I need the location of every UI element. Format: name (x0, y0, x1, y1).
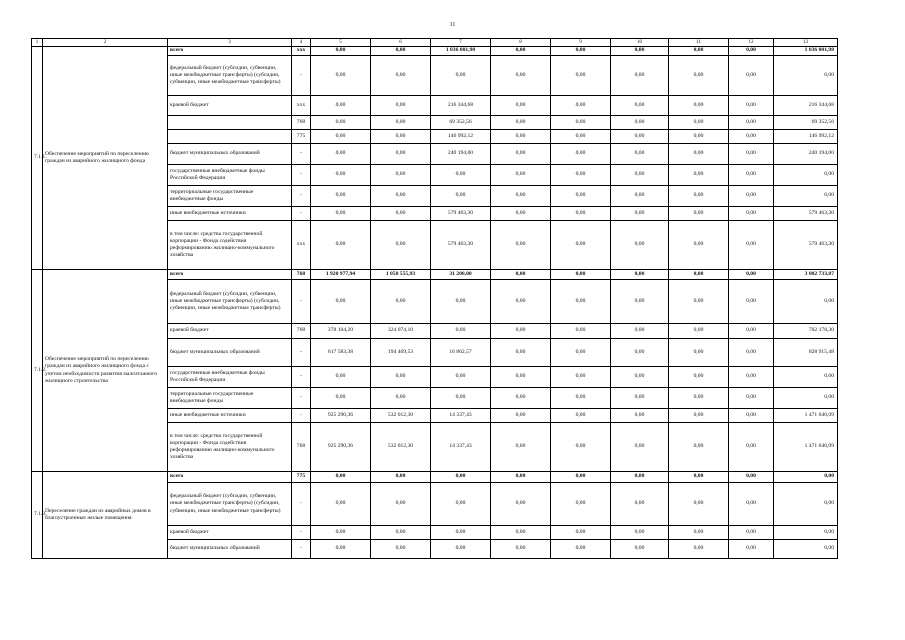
budget-code: - (292, 207, 311, 221)
budget-code: 768 (292, 116, 311, 130)
funding-source: краевой бюджет (168, 526, 292, 540)
year-value: 0,00 (669, 116, 729, 130)
year-value: 0,00 (611, 324, 669, 339)
year-value: 0,00 (371, 207, 431, 221)
year-value: 0,00 (551, 280, 611, 324)
funding-source: федеральный бюджет (субсидии, субвенции, иные межбюджетные трансферты) (субсидии, субвенции, иные межбюджетные трансферты) (168, 280, 292, 324)
year-value: 0,00 (551, 324, 611, 339)
budget-code: 775 (292, 130, 311, 144)
year-value: 0,00 (729, 540, 774, 559)
year-value: 0,00 (729, 130, 774, 144)
year-value: 0,00 (491, 270, 551, 280)
funding-source: иные внебюджетные источники (168, 409, 292, 423)
funding-source: территориальные государственные внебюджетные фонды (168, 186, 292, 207)
year-value: 0,00 (491, 47, 551, 56)
column-number: 5 (311, 39, 371, 47)
year-value: 0,00 (371, 540, 431, 559)
year-value: 0,00 (611, 540, 669, 559)
year-value: 0,00 (311, 165, 371, 186)
budget-code: 768 (292, 270, 311, 280)
year-value: 14 337,43 (431, 423, 491, 472)
year-value: 0,00 (371, 56, 431, 96)
year-value: 0,00 (669, 483, 729, 526)
budget-code: - (292, 186, 311, 207)
year-value: 0,00 (729, 221, 774, 270)
year-value: 0,00 (491, 540, 551, 559)
funding-source: федеральный бюджет (субсидии, субвенции, иные межбюджетные трансферты) (субсидии, субвенции, иные межбюджетные трансферты) (168, 483, 292, 526)
total-value: 0,00 (774, 186, 838, 207)
total-value: 216 344,68 (774, 96, 838, 116)
column-number: 9 (551, 39, 611, 47)
funding-source: территориальные государственные внебюджетные фонды (168, 388, 292, 409)
year-value: 617 583,38 (311, 339, 371, 367)
year-value: 0,00 (491, 367, 551, 388)
year-value: 0,00 (491, 116, 551, 130)
year-value: 0,00 (729, 483, 774, 526)
year-value: 0,00 (611, 270, 669, 280)
year-value: 0,00 (729, 186, 774, 207)
year-value: 0,00 (431, 526, 491, 540)
year-value: 0,00 (491, 130, 551, 144)
year-value: 0,00 (729, 165, 774, 186)
year-value: 0,00 (491, 186, 551, 207)
year-value: 0,00 (611, 56, 669, 96)
funding-source: федеральный бюджет (субсидии, субвенции, иные межбюджетные трансферты) (субсидии, субвенции, иные межбюджетные трансферты) (168, 56, 292, 96)
year-value: 0,00 (311, 526, 371, 540)
budget-table (31, 38, 838, 559)
year-value: 0,00 (491, 165, 551, 186)
total-value: 0,00 (774, 280, 838, 324)
year-value: 0,00 (491, 483, 551, 526)
year-value: 0,00 (311, 207, 371, 221)
total-value: 240 194,00 (774, 144, 838, 165)
budget-code: - (292, 280, 311, 324)
year-value: 1 920 977,94 (311, 270, 371, 280)
funding-source: бюджет муниципальных образований (168, 144, 292, 165)
year-value: 0,00 (669, 409, 729, 423)
year-value: 0,00 (431, 483, 491, 526)
year-value: 0,00 (371, 472, 431, 483)
column-number: 1 (32, 39, 43, 47)
year-value: 0,00 (491, 207, 551, 221)
year-value: 324 074,10 (371, 324, 431, 339)
year-value: 0,00 (729, 472, 774, 483)
year-value: 0,00 (431, 388, 491, 409)
year-value: 0,00 (371, 116, 431, 130)
funding-source: государственные внебюджетные фонды Российской Федерации (168, 165, 292, 186)
year-value: 0,00 (311, 144, 371, 165)
year-value: 0,00 (371, 526, 431, 540)
year-value: 0,00 (311, 280, 371, 324)
year-value: 0,00 (551, 130, 611, 144)
year-value: 0,00 (611, 186, 669, 207)
year-value: 0,00 (669, 186, 729, 207)
budget-code: - (292, 540, 311, 559)
column-number: 13 (774, 39, 838, 47)
year-value: 0,00 (669, 47, 729, 56)
year-value: 0,00 (311, 116, 371, 130)
year-value: 0,00 (611, 165, 669, 186)
funding-source: всего (168, 270, 292, 280)
year-value: 0,00 (491, 144, 551, 165)
year-value: 0,00 (729, 280, 774, 324)
year-value: 0,00 (551, 56, 611, 96)
budget-code: - (292, 144, 311, 165)
year-value: 0,00 (611, 483, 669, 526)
budget-code: 768 (292, 324, 311, 339)
year-value: 0,00 (551, 116, 611, 130)
budget-code: - (292, 56, 311, 96)
year-value: 0,00 (669, 56, 729, 96)
year-value: 0,00 (611, 221, 669, 270)
measure-name: Обеспечение мероприятий по переселению граждан из аварийного жилищного фонда с учетом необходимости развития малоэтажного жилищного строительства (43, 270, 168, 472)
year-value: 0,00 (551, 526, 611, 540)
year-value: 0,00 (669, 540, 729, 559)
year-value: 0,00 (669, 423, 729, 472)
total-value: 0,00 (774, 165, 838, 186)
column-number: 6 (371, 39, 431, 47)
year-value: 0,00 (431, 56, 491, 96)
year-value: 0,00 (491, 423, 551, 472)
funding-source (168, 130, 292, 144)
budget-code: 768 (292, 423, 311, 472)
year-value: 0,00 (669, 367, 729, 388)
year-value: 0,00 (551, 483, 611, 526)
year-value: 0,00 (729, 116, 774, 130)
budget-code: 775 (292, 472, 311, 483)
year-value: 0,00 (729, 56, 774, 96)
year-value: 31 200,00 (431, 270, 491, 280)
total-value: 0,00 (774, 367, 838, 388)
column-number: 11 (669, 39, 729, 47)
year-value: 0,00 (669, 270, 729, 280)
funding-source (168, 116, 292, 130)
total-value: 1 471 640,09 (774, 409, 838, 423)
year-value: 0,00 (371, 483, 431, 526)
total-value: 1 471 640,09 (774, 423, 838, 472)
year-value: 0,00 (611, 367, 669, 388)
year-value: 0,00 (611, 96, 669, 116)
budget-code: - (292, 409, 311, 423)
year-value: 0,00 (431, 280, 491, 324)
year-value: 0,00 (311, 367, 371, 388)
column-number: 7 (431, 39, 491, 47)
year-value: 0,00 (551, 96, 611, 116)
measure-code: 7.1.1. (32, 47, 43, 270)
total-value: 0,00 (774, 483, 838, 526)
year-value: 0,00 (669, 221, 729, 270)
year-value: 14 337,43 (431, 409, 491, 423)
year-value: 0,00 (669, 324, 729, 339)
year-value: 0,00 (431, 165, 491, 186)
year-value: 0,00 (431, 367, 491, 388)
year-value: 0,00 (611, 409, 669, 423)
year-value: 0,00 (311, 186, 371, 207)
column-numbers-row (32, 39, 838, 47)
measure-code: 7.1.2. (32, 270, 43, 472)
year-value: 0,00 (311, 56, 371, 96)
year-value: 0,00 (371, 96, 431, 116)
year-value: 0,00 (311, 483, 371, 526)
year-value: 0,00 (491, 221, 551, 270)
year-value: 1 036 001,98 (431, 47, 491, 56)
year-value: 0,00 (551, 409, 611, 423)
year-value: 0,00 (431, 472, 491, 483)
year-value: 0,00 (669, 339, 729, 367)
funding-source: краевой бюджет (168, 324, 292, 339)
year-value: 0,00 (611, 339, 669, 367)
page-number: 11 (449, 22, 456, 28)
year-value: 0,00 (491, 56, 551, 96)
funding-source: иные внебюджетные источники (168, 207, 292, 221)
year-value: 0,00 (669, 526, 729, 540)
year-value: 0,00 (371, 47, 431, 56)
year-value: 0,00 (311, 472, 371, 483)
year-value: 0,00 (551, 207, 611, 221)
total-value: 146 992,12 (774, 130, 838, 144)
year-value: 0,00 (491, 388, 551, 409)
funding-source: бюджет муниципальных образований (168, 339, 292, 367)
total-value: 0,00 (774, 540, 838, 559)
year-value: 194 469,53 (371, 339, 431, 367)
budget-code: - (292, 165, 311, 186)
year-value: 0,00 (729, 270, 774, 280)
year-value: 0,00 (611, 388, 669, 409)
year-value: 0,00 (311, 130, 371, 144)
year-value: 0,00 (611, 116, 669, 130)
budget-code: - (292, 339, 311, 367)
total-value: 3 002 733,87 (774, 270, 838, 280)
year-value: 0,00 (611, 526, 669, 540)
total-value: 69 352,56 (774, 116, 838, 130)
table-row (32, 472, 838, 483)
year-value: 0,00 (669, 280, 729, 324)
year-value: 0,00 (371, 144, 431, 165)
year-value: 579 463,30 (431, 221, 491, 270)
year-value: 0,00 (311, 47, 371, 56)
year-value: 146 992,12 (431, 130, 491, 144)
funding-source: государственные внебюджетные фонды Российской Федерации (168, 367, 292, 388)
year-value: 69 352,56 (431, 116, 491, 130)
year-value: 0,00 (371, 280, 431, 324)
year-value: 0,00 (669, 144, 729, 165)
year-value: 0,00 (371, 130, 431, 144)
measure-name: Переселение граждан из аварийных домов в благоустроенные жилые помещения (43, 472, 168, 559)
total-value: 0,00 (774, 472, 838, 483)
year-value: 16 862,57 (431, 339, 491, 367)
year-value: 0,00 (371, 186, 431, 207)
total-value: 579 463,30 (774, 221, 838, 270)
year-value: 0,00 (431, 186, 491, 207)
year-value: 0,00 (669, 165, 729, 186)
year-value: 0,00 (729, 526, 774, 540)
column-number: 3 (168, 39, 292, 47)
column-number: 8 (491, 39, 551, 47)
total-value: 0,00 (774, 526, 838, 540)
year-value: 0,00 (551, 144, 611, 165)
year-value: 0,00 (611, 423, 669, 472)
total-value: 702 178,30 (774, 324, 838, 339)
year-value: 0,00 (551, 47, 611, 56)
year-value: 0,00 (491, 280, 551, 324)
year-value: 0,00 (669, 130, 729, 144)
year-value: 0,00 (371, 165, 431, 186)
year-value: 925 290,36 (311, 423, 371, 472)
budget-code: xxx (292, 221, 311, 270)
year-value: 378 104,20 (311, 324, 371, 339)
year-value: 0,00 (551, 221, 611, 270)
table-row (32, 270, 838, 280)
year-value: 0,00 (491, 526, 551, 540)
year-value: 240 194,00 (431, 144, 491, 165)
year-value: 532 012,30 (371, 423, 431, 472)
year-value: 0,00 (431, 324, 491, 339)
year-value: 216 344,68 (431, 96, 491, 116)
year-value: 0,00 (551, 423, 611, 472)
table-row (32, 47, 838, 56)
year-value: 0,00 (729, 47, 774, 56)
year-value: 0,00 (311, 388, 371, 409)
funding-source: всего (168, 472, 292, 483)
column-number: 10 (611, 39, 669, 47)
year-value: 1 050 555,93 (371, 270, 431, 280)
year-value: 0,00 (311, 96, 371, 116)
year-value: 0,00 (551, 472, 611, 483)
year-value: 0,00 (669, 96, 729, 116)
year-value: 0,00 (611, 144, 669, 165)
budget-code: - (292, 526, 311, 540)
measure-name: Обеспечение мероприятий по переселению граждан из аварийного жилищного фонда (43, 47, 168, 270)
year-value: 0,00 (611, 207, 669, 221)
total-value: 0,00 (774, 56, 838, 96)
year-value: 0,00 (611, 47, 669, 56)
year-value: 0,00 (611, 280, 669, 324)
year-value: 0,00 (611, 130, 669, 144)
year-value: 0,00 (669, 207, 729, 221)
year-value: 579 463,30 (431, 207, 491, 221)
funding-source: в том числе: средства государственной корпорации - Фонда содействия реформированию жилищно-коммунального хозяйства (168, 221, 292, 270)
year-value: 0,00 (729, 388, 774, 409)
year-value: 925 290,36 (311, 409, 371, 423)
year-value: 0,00 (611, 472, 669, 483)
year-value: 0,00 (371, 367, 431, 388)
year-value: 0,00 (551, 367, 611, 388)
year-value: 0,00 (729, 207, 774, 221)
year-value: 0,00 (491, 96, 551, 116)
total-value: 1 036 001,98 (774, 47, 838, 56)
measure-code: 7.1.3. (32, 472, 43, 559)
year-value: 0,00 (729, 339, 774, 367)
total-value: 828 915,48 (774, 339, 838, 367)
year-value: 0,00 (491, 339, 551, 367)
year-value: 532 012,30 (371, 409, 431, 423)
year-value: 0,00 (311, 540, 371, 559)
year-value: 0,00 (551, 165, 611, 186)
budget-code: xxx (292, 96, 311, 116)
year-value: 0,00 (729, 423, 774, 472)
funding-source: краевой бюджет (168, 96, 292, 116)
year-value: 0,00 (311, 221, 371, 270)
year-value: 0,00 (491, 409, 551, 423)
total-value: 0,00 (774, 388, 838, 409)
column-number: 2 (43, 39, 168, 47)
year-value: 0,00 (669, 388, 729, 409)
year-value: 0,00 (551, 339, 611, 367)
year-value: 0,00 (729, 409, 774, 423)
total-value: 579 463,30 (774, 207, 838, 221)
year-value: 0,00 (491, 472, 551, 483)
year-value: 0,00 (551, 186, 611, 207)
column-number: 4 (292, 39, 311, 47)
year-value: 0,00 (551, 388, 611, 409)
funding-source: бюджет муниципальных образований (168, 540, 292, 559)
budget-code: - (292, 483, 311, 526)
year-value: 0,00 (551, 270, 611, 280)
year-value: 0,00 (729, 367, 774, 388)
year-value: 0,00 (669, 472, 729, 483)
year-value: 0,00 (551, 540, 611, 559)
budget-code: xxx (292, 47, 311, 56)
year-value: 0,00 (729, 96, 774, 116)
funding-source: в том числе: средства государственной корпорации - Фонда содействия реформированию жилищно-коммунального хозяйства (168, 423, 292, 472)
budget-code: - (292, 388, 311, 409)
year-value: 0,00 (431, 540, 491, 559)
year-value: 0,00 (491, 324, 551, 339)
year-value: 0,00 (729, 144, 774, 165)
year-value: 0,00 (729, 324, 774, 339)
funding-source: всего (168, 47, 292, 56)
year-value: 0,00 (371, 221, 431, 270)
budget-code: - (292, 367, 311, 388)
column-number: 12 (729, 39, 774, 47)
year-value: 0,00 (371, 388, 431, 409)
